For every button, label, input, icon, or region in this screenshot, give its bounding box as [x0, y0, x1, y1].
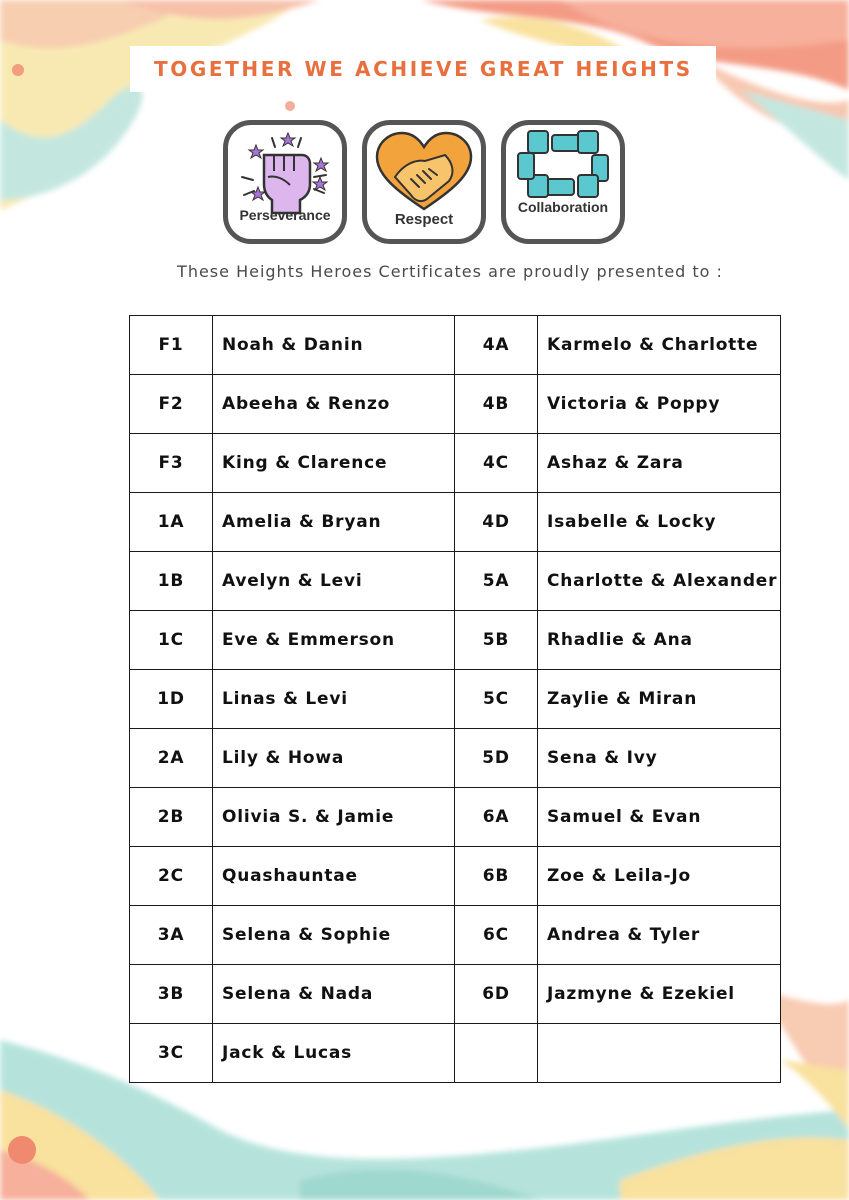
names-cell: Eve & Emmerson	[213, 611, 455, 670]
respect-badge	[362, 120, 486, 244]
class-cell: 5A	[455, 552, 538, 611]
class-cell: 3C	[130, 1024, 213, 1083]
presented-to-subtitle: These Heights Heroes Certificates are proudly presented to :	[177, 262, 723, 281]
class-cell: 1B	[130, 552, 213, 611]
names-cell: Noah & Danin	[213, 316, 455, 375]
class-cell: 3A	[130, 906, 213, 965]
table-row	[130, 611, 781, 670]
class-cell: 4A	[455, 316, 538, 375]
names-cell: Avelyn & Levi	[213, 552, 455, 611]
names-cell: Lily & Howa	[213, 729, 455, 788]
class-cell: 5B	[455, 611, 538, 670]
table-row	[130, 729, 781, 788]
names-cell: Ashaz & Zara	[538, 434, 781, 493]
names-cell: Zoe & Leila-Jo	[538, 847, 781, 906]
class-cell: F1	[130, 316, 213, 375]
class-cell: 2A	[130, 729, 213, 788]
collaboration-label: Collaboration	[517, 199, 609, 215]
collaboration-badge	[501, 120, 625, 244]
names-cell: Zaylie & Miran	[538, 670, 781, 729]
joined-hands-icon	[506, 125, 620, 239]
class-cell: 6D	[455, 965, 538, 1024]
table-row	[130, 375, 781, 434]
names-cell: Selena & Sophie	[213, 906, 455, 965]
class-cell: 3B	[130, 965, 213, 1024]
table-row	[130, 670, 781, 729]
class-cell: 2B	[130, 788, 213, 847]
names-cell: Karmelo & Charlotte	[538, 316, 781, 375]
names-cell: Amelia & Bryan	[213, 493, 455, 552]
class-cell: 5D	[455, 729, 538, 788]
names-cell: Jazmyne & Ezekiel	[538, 965, 781, 1024]
table-row	[130, 493, 781, 552]
class-cell: 1A	[130, 493, 213, 552]
names-cell: Samuel & Evan	[538, 788, 781, 847]
class-cell: 2C	[130, 847, 213, 906]
class-cell: 6A	[455, 788, 538, 847]
perseverance-badge	[223, 120, 347, 244]
class-cell: 4C	[455, 434, 538, 493]
table-row	[130, 965, 781, 1024]
names-cell: Sena & Ivy	[538, 729, 781, 788]
names-cell: Olivia S. & Jamie	[213, 788, 455, 847]
names-cell	[538, 1024, 781, 1083]
names-cell: Rhadlie & Ana	[538, 611, 781, 670]
table-row	[130, 906, 781, 965]
table-row	[130, 316, 781, 375]
class-cell: 4B	[455, 375, 538, 434]
class-cell: 1D	[130, 670, 213, 729]
table-row	[130, 552, 781, 611]
names-cell: Selena & Nada	[213, 965, 455, 1024]
names-cell: Victoria & Poppy	[538, 375, 781, 434]
class-cell: F3	[130, 434, 213, 493]
class-cell: F2	[130, 375, 213, 434]
names-cell: Abeeha & Renzo	[213, 375, 455, 434]
names-cell: King & Clarence	[213, 434, 455, 493]
respect-label: Respect	[394, 211, 454, 228]
class-cell: 6C	[455, 906, 538, 965]
names-cell: Andrea & Tyler	[538, 906, 781, 965]
names-cell: Isabelle & Locky	[538, 493, 781, 552]
page-title: TOGETHER WE ACHIEVE GREAT HEIGHTS	[154, 57, 693, 81]
class-cell: 1C	[130, 611, 213, 670]
class-cell: 5C	[455, 670, 538, 729]
names-cell: Quashauntae	[213, 847, 455, 906]
names-cell: Linas & Levi	[213, 670, 455, 729]
names-cell: Jack & Lucas	[213, 1024, 455, 1083]
table-row	[130, 434, 781, 493]
perseverance-label: Perseverance	[239, 207, 331, 223]
table-row	[130, 788, 781, 847]
values-badges	[0, 120, 849, 250]
table-row	[130, 847, 781, 906]
class-cell	[455, 1024, 538, 1083]
names-cell: Charlotte & Alexander	[538, 552, 781, 611]
certificates-table	[129, 315, 781, 1083]
class-cell: 4D	[455, 493, 538, 552]
title-banner	[130, 46, 716, 92]
class-cell: 6B	[455, 847, 538, 906]
table-row	[130, 1024, 781, 1083]
